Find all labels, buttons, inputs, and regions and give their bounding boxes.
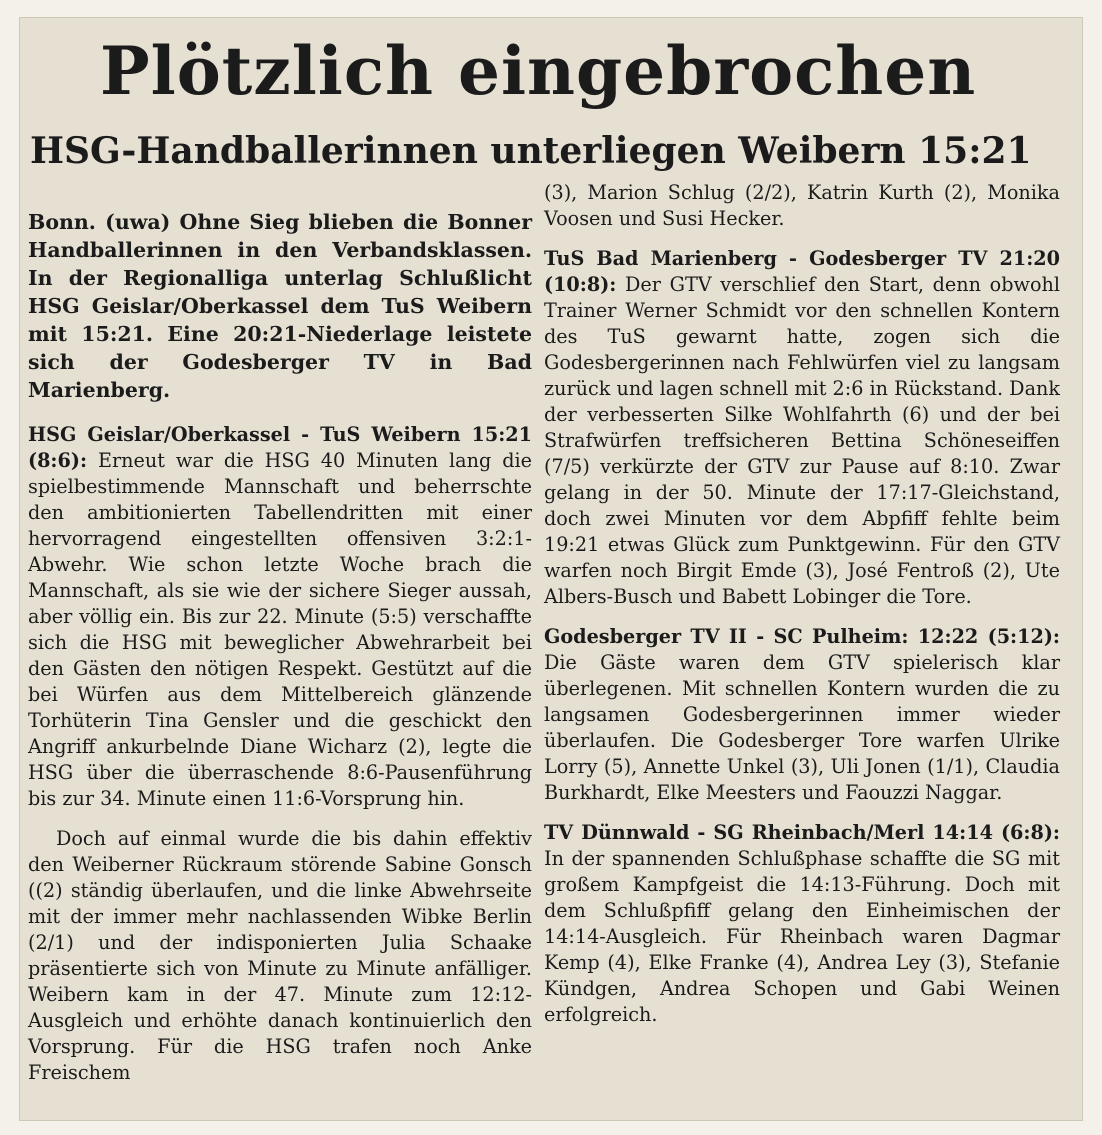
headline: Plötzlich eingebrochen (100, 32, 977, 110)
report-2-match: TuS Bad Marienberg - Godesberger TV 21:20 (10:8): (544, 247, 1060, 296)
newspaper-clipping (20, 18, 1082, 1120)
report-1 (28, 422, 532, 812)
lead-paragraph: Bonn. (uwa) Ohne Sieg blieben die Bonner Handballerinnen in den Verbandsklassen. In der Regionalliga unterlag Schlußlicht HSG Geislar/Oberkassel dem TuS Weibern mit 15:21. Eine 20:21-Niederlage leistete sich der Godesberger TV in Bad Marienberg. (28, 210, 532, 402)
report-3 (544, 624, 1060, 806)
report-1-continuation: Doch auf einmal wurde die bis dahin effektiv den Weiberner Rückraum störende Sabine Gonsch ((2) ständig überlaufen, und die linke Abwehrseite mit der immer mehr nachlassenden Wibke Berlin (2/1) und der indisponierten Julia Schaake präsentierte sich von Minute zu Minute anfälliger. Weibern kam in der 47. Minute zum 12:12-Ausgleich und erhöhte danach kontinuierlich den Vorsprung. Für die HSG trafen noch Anke Freischem (28, 827, 532, 1084)
report-2 (544, 246, 1060, 610)
column-right (544, 180, 1060, 1028)
report-2-text: Der GTV verschlief den Start, denn obwohl Trainer Werner Schmidt vor den schnellen Kontern des TuS gewarnt hatte, zogen sich die Godesbergerinnen nach Fehlwürfen viel zu langsam zurück und lagen schnell mit 2:6 in Rückstand. Dank der verbesserten Silke Wohlfahrth (6) und der bei Strafwürfen treffsicheren Bettina Schöneseiffen (7/5) verkürzte der GTV zur Pause auf 8:10. Zwar gelang in der 50. Minute der 17:17-Gleichstand, doch zwei Minuten vor dem Abpfiff fehlte beim 19:21 etwas Glück zum Punktgewinn. Für den GTV warfen noch Birgit Emde (3), José Fentroß (2), Ute Albers-Busch und Babett Lobinger die Tore. (544, 273, 1060, 608)
report-1-continuation-right: (3), Marion Schlug (2/2), Katrin Kurth (2), Monika Voosen und Susi Hecker. (544, 181, 1060, 230)
report-3-text: Die Gäste waren dem GTV spielerisch klar überlegenen. Mit schnellen Kontern wurden die zu langsamen Godesbergerinnen immer wieder überlaufen. Die Godesberger Tore warfen Ulrike Lorry (5), Annette Unkel (3), Uli Jonen (1/1), Claudia Burkhardt, Elke Meesters und Faouzzi Naggar. (544, 651, 1060, 804)
column-left (28, 198, 532, 1086)
report-4-text: In der spannenden Schlußphase schaffte die SG mit großem Kampfgeist die 14:13-Führung. Doch mit dem Schlußpfiff gelang den Einheimischen der 14:14-Ausgleich. Für Rheinbach waren Dagmar Kemp (4), Elke Franke (4), Andrea Ley (3), Stefanie Kündgen, Andrea Schopen und Gabi Weinen erfolgreich. (544, 847, 1060, 1026)
report-1-text: Erneut war die HSG 40 Minuten lang die spielbestimmende Mannschaft und beherrschte den ambitionierten Tabellendritten mit einer hervorragend eingestellten offensiven 3:2:1-Abwehr. Wie schon letzte Woche brach die Mannschaft, als sie wie der sichere Sieger aussah, aber völlig ein. Bis zur 22. Minute (5:5) verschaffte sich die HSG mit beweglicher Abwehrarbeit bei den Gästen den nötigen Respekt. Gestützt auf die bei Würfen aus dem Mittelbereich glänzende Torhüterin Tina Gensler und die geschickt den Angriff ankurbelnde Diane Wicharz (2), legte die HSG über die überraschende 8:6-Pausenführung bis zur 34. Minute einen 11:6-Vorsprung hin. (28, 449, 532, 810)
subheadline: HSG-Handballerinnen unterliegen Weibern 15:21 (30, 130, 1032, 172)
report-4 (544, 820, 1060, 1028)
report-1-match: HSG Geislar/Oberkassel - TuS Weibern 15:21 (8:6): (28, 423, 532, 472)
report-3-match: Godesberger TV II - SC Pulheim: 12:22 (5:12): (544, 625, 1060, 648)
report-4-match: TV Dünnwald - SG Rheinbach/Merl 14:14 (6:8): (544, 821, 1060, 844)
